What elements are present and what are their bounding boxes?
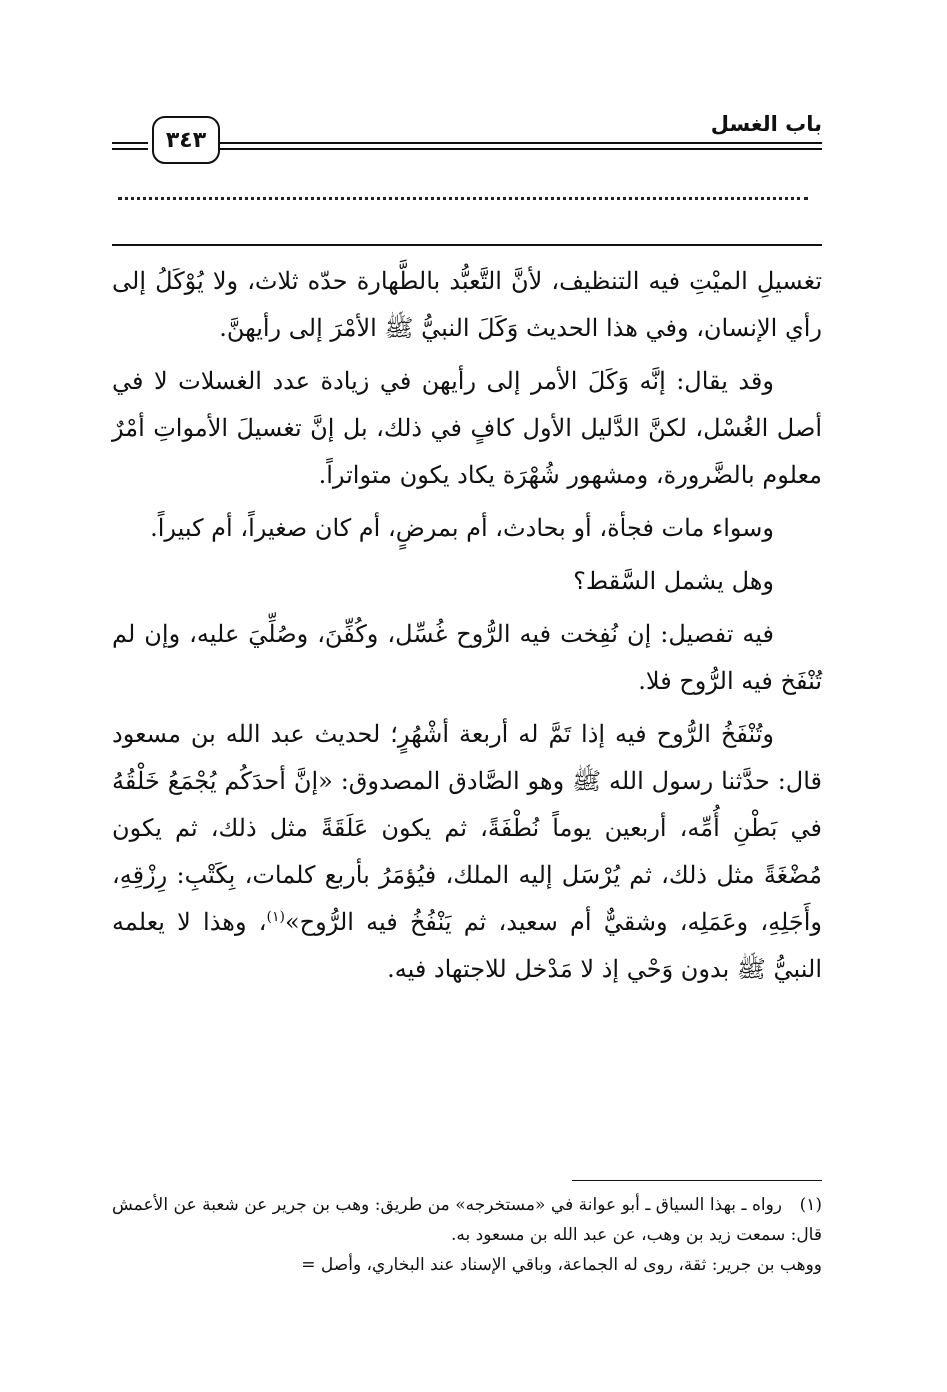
page-number: ٣٤٣ bbox=[152, 116, 220, 164]
paragraph: فيه تفصيل: إن نُفِخت فيه الرُّوح غُسِّل، وكُفِّنَ، وصُلِّيَ عليه، وإن لم تُنْفَخ فيه الرُّوح فلا. bbox=[112, 620, 822, 695]
paragraph: تغسيلِ الميْتِ فيه التنظيف، لأنَّ التَّعبُّد بالطَّهارة حدّه ثلاث، ولا يُوْكَلُ إلى رأي الإنسان، وفي هذا الحديث وَكَلَ النبيُّ ﷺ الأمْرَ إلى رأيهنَّ. bbox=[112, 267, 822, 342]
paragraph-hadith bbox=[112, 711, 822, 993]
dotted-continuation-line bbox=[118, 197, 808, 200]
paragraph: وقد يقال: إنَّه وَكَلَ الأمر إلى رأيهن في زيادة عدد الغسلات لا في أصل الغُسْل، لكنَّ الدَّليل الأول كافٍ في ذلك، بل إنَّ تغسيلَ الأمواتِ أمْرٌ معلوم بالضَّرورة، ومشهور شُهْرَة يكاد يكون متواتراً. bbox=[112, 367, 822, 489]
paragraph: وسواء مات فجأة، أو بحادث، أم بمرضٍ، أم كان صغيراً، أم كبيراً. bbox=[150, 514, 774, 542]
footnote-marker: (١) bbox=[266, 909, 285, 925]
footnotes bbox=[112, 1190, 822, 1280]
paragraph: وهل يشمل السَّقط؟ bbox=[573, 567, 774, 595]
header-double-rule-right bbox=[220, 142, 822, 154]
footnote-separator bbox=[572, 1180, 822, 1181]
hadith-text: وتُنْفَخُ الرُّوح فيه إذا تَمَّ له أربعة أشْهُرٍ؛ لحديث عبد الله بن مسعود قال: حدَّثنا رسول الله ﷺ وهو الصَّادق المصدوق: «إنَّ أحدَكُم يُجْمَعُ خَلْقُهُ في بَطْنِ أُمِّه، أربعين يوماً نُطْفَةً، ثم يكون عَلَقَةً مثل ذلك، ثم يكون مُضْغَةً مثل ذلك، ثم يُرْسَل إليه الملك، فيُؤمَرُ بأربع كلمات، بِكَتْبِ: رِزْقِهِ، وأَجَلِهِ، وعَمَلِه، وشقيٌّ أم سعيد، ثم يَنْفُخُ فيه الرُّوح» bbox=[112, 720, 822, 936]
header-double-rule-left bbox=[112, 142, 148, 154]
content-separator-rule bbox=[112, 244, 822, 246]
main-text bbox=[112, 258, 822, 993]
footnote-1 bbox=[112, 1190, 822, 1250]
chapter-title: باب الغسل bbox=[710, 112, 822, 136]
page-header bbox=[112, 108, 822, 168]
footnote-number: (١) bbox=[799, 1195, 822, 1215]
footnote-continuation: ووهب بن جرير: ثقة، روى له الجماعة، وباقي الإسناد عند البخاري، وأصل = bbox=[301, 1255, 822, 1275]
hadith-text-end: ، وهذا لا يعلمه النبيُّ ﷺ بدون وَحْي إذ لا مَدْخل للاجتهاد فيه. bbox=[112, 908, 822, 983]
footnote-text: رواه ـ بهذا السياق ـ أبو عوانة في «مستخرجه» من طريق: وهب بن جرير عن شعبة عن الأعمش قال: سمعت زيد بن وهب، عن عبد الله بن مسعود به. bbox=[112, 1195, 822, 1245]
